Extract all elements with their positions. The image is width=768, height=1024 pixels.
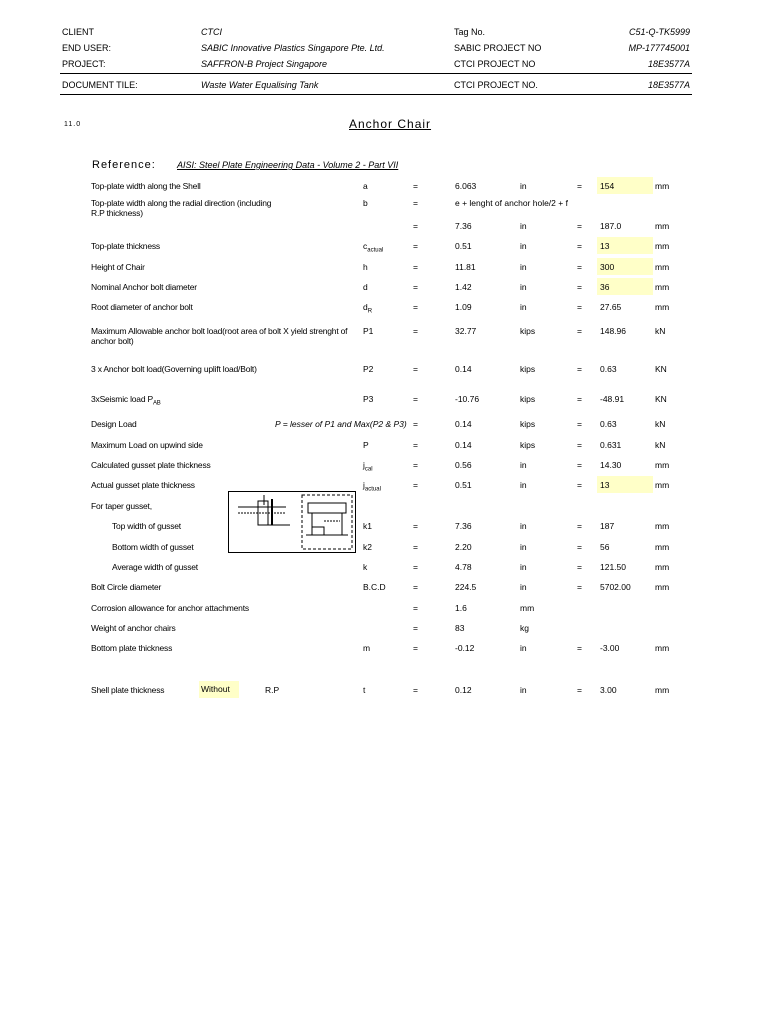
row-symbol: P3: [363, 394, 374, 404]
row-eq: =: [413, 181, 418, 191]
shell-unit-mm: mm: [655, 685, 670, 695]
shell-value-mm: 3.00: [600, 685, 617, 695]
row-eq2: =: [577, 480, 582, 490]
tag-label: Tag No.: [454, 27, 486, 37]
row-eq: =: [413, 262, 418, 272]
row-eq: =: [413, 480, 418, 490]
row-unit-mm: kN: [655, 326, 666, 336]
row-eq: =: [413, 603, 418, 613]
row-unit-mm: mm: [655, 302, 670, 312]
doc-title-value: Waste Water Equalising Tank: [201, 80, 319, 90]
header-divider: [60, 73, 692, 74]
row-eq: =: [413, 542, 418, 552]
client-value: CTCI: [201, 27, 222, 37]
row-value-in: 2.20: [455, 542, 472, 552]
section-number: 11.0: [64, 121, 82, 128]
row-eq: =: [413, 562, 418, 572]
sabic-value: MP-177745001: [628, 43, 690, 53]
row-eq: =: [413, 282, 418, 292]
row-label: Nominal Anchor bolt diameter: [91, 282, 197, 292]
row-symbol: d: [363, 282, 368, 292]
row-label: For taper gusset,: [91, 501, 152, 511]
shell-unit-in: in: [520, 685, 527, 695]
shell-value-in: 0.12: [455, 685, 472, 695]
row-unit-in: mm: [520, 603, 535, 613]
header-bottom-divider: [60, 94, 692, 95]
row-symbol: k2: [363, 542, 372, 552]
row-unit-mm: mm: [655, 542, 670, 552]
row-unit-in: in: [520, 221, 527, 231]
row-unit-in: in: [520, 643, 527, 653]
row-unit-in: in: [520, 181, 527, 191]
row-eq2: =: [577, 241, 582, 251]
row-unit-in: kg: [520, 623, 529, 633]
row-label: Calculated gusset plate thickness: [91, 460, 211, 470]
row-unit-in: in: [520, 302, 527, 312]
row-symbol: $j_{actual}$: [363, 480, 381, 493]
shell-rp: R.P: [265, 685, 280, 695]
row-value-mm: 13: [600, 241, 610, 251]
client-label: CLIENT: [62, 27, 95, 37]
row-label-continued: R.P thickness): [91, 208, 143, 218]
row-value-in: 1.09: [455, 302, 472, 312]
row-eq2: =: [577, 221, 582, 231]
row-value-in: 32.77: [455, 326, 477, 336]
row-label: Bottom plate thickness: [91, 643, 173, 653]
row-eq2: =: [577, 394, 582, 404]
row-value-in: 7.36: [455, 221, 472, 231]
row-unit-in: kips: [520, 394, 536, 404]
reference-label: Reference:: [92, 159, 156, 171]
row-unit-in: kips: [520, 364, 536, 374]
row-value-mm: 56: [600, 542, 610, 552]
row-label: 3xSeismic load $P_{AB}$: [91, 394, 161, 407]
tag-value: C51-Q-TK5999: [628, 27, 690, 37]
row-value-mm: 148.96: [600, 326, 626, 336]
row-unit-in: kips: [520, 419, 536, 429]
row-symbol-subscript: cal: [364, 466, 373, 473]
row-symbol-subscript: actual: [364, 486, 381, 493]
row-eq: =: [413, 302, 418, 312]
row-unit-mm: KN: [655, 364, 667, 374]
row-eq: =: [413, 241, 418, 251]
row-eq: =: [413, 643, 418, 653]
row-symbol: b: [363, 198, 368, 208]
row-label: Design Load: [91, 419, 137, 429]
row-unit-mm: mm: [655, 241, 670, 251]
row-value-in: 0.14: [455, 419, 472, 429]
row-label: Bottom width of gusset: [112, 542, 194, 552]
row-symbol: $j_{cal}$: [363, 460, 373, 473]
row-eq2: =: [577, 181, 582, 191]
row-symbol: P1: [363, 326, 374, 336]
shell-eq2: =: [577, 685, 582, 695]
doc-title-label: DOCUMENT TILE:: [62, 80, 138, 90]
ctci-project-value-2: 18E3577A: [647, 80, 690, 90]
row-unit-in: in: [520, 562, 527, 572]
row-unit-mm: mm: [655, 181, 670, 191]
row-unit-mm: mm: [655, 262, 670, 272]
row-unit-in: kips: [520, 326, 536, 336]
shell-label: Shell plate thickness: [91, 685, 165, 695]
row-label-subscript: AB: [153, 400, 161, 407]
row-value-in: e + lenght of anchor hole/2 + f: [455, 198, 568, 208]
row-eq2: =: [577, 542, 582, 552]
row-label: Maximum Load on upwind side: [91, 440, 203, 450]
row-value-in: 6.063: [455, 181, 477, 191]
row-eq: =: [413, 521, 418, 531]
row-value-mm: 121.50: [600, 562, 626, 572]
row-unit-in: in: [520, 480, 527, 490]
row-value-in: 4.78: [455, 562, 472, 572]
project-value: SAFFRON-B Project Singapore: [201, 59, 328, 69]
row-symbol: m: [363, 643, 371, 653]
row-value-in: 1.6: [455, 603, 467, 613]
shell-rp-option[interactable]: Without: [199, 681, 239, 698]
reference-value: AISI: Steel Plate Engineering Data - Volume 2 - Part VII: [177, 160, 399, 170]
row-unit-in: in: [520, 521, 527, 531]
row-symbol: $c_{actual}$: [363, 241, 384, 254]
row-eq2: =: [577, 582, 582, 592]
row-eq2: =: [577, 302, 582, 312]
row-label: Actual gusset plate thickness: [91, 480, 195, 490]
row-value-mm: 0.63: [600, 364, 617, 374]
row-value-in: -0.12: [455, 643, 475, 653]
row-value-in: 7.36: [455, 521, 472, 531]
row-eq: =: [413, 419, 418, 429]
row-unit-mm: mm: [655, 460, 670, 470]
ctci-project-label: CTCI PROJECT NO: [454, 59, 536, 69]
row-unit-in: in: [520, 582, 527, 592]
row-label: Top width of gusset: [112, 521, 181, 531]
row-value-in: 83: [455, 623, 465, 633]
row-symbol-subscript: actual: [367, 247, 384, 254]
row-symbol: h: [363, 262, 368, 272]
row-unit-in: in: [520, 460, 527, 470]
row-unit-mm: KN: [655, 394, 667, 404]
row-value-mm: 0.63: [600, 419, 617, 429]
row-value-mm: 187.0: [600, 221, 622, 231]
row-label: Maximum Allowable anchor bolt load(root area of bolt X yield strenght of: [91, 326, 348, 336]
row-value-in: 11.81: [455, 262, 476, 272]
row-eq2: =: [577, 562, 582, 572]
row-value-in: 0.56: [455, 460, 472, 470]
row-unit-mm: kN: [655, 419, 666, 429]
row-value-in: 0.51: [455, 241, 472, 251]
row-unit-mm: mm: [655, 582, 670, 592]
row-unit-mm: kN: [655, 440, 666, 450]
row-value-in: 0.14: [455, 440, 472, 450]
sabic-label: SABIC PROJECT NO: [454, 43, 542, 53]
row-symbol: P: [363, 440, 369, 450]
row-unit-in: in: [520, 262, 527, 272]
row-label: Top-plate width along the radial direction (including: [91, 198, 272, 208]
end-user-value: SABIC Innovative Plastics Singapore Pte. Ltd.: [201, 43, 385, 53]
shell-symbol: t: [363, 685, 366, 695]
row-label: Bolt Circle diameter: [91, 582, 162, 592]
row-eq2: =: [577, 419, 582, 429]
row-unit-mm: mm: [655, 562, 670, 572]
row-unit-in: kips: [520, 440, 536, 450]
row-value-mm: 13: [600, 480, 610, 490]
row-label: Average width of gusset: [112, 562, 198, 572]
row-value-in: 0.14: [455, 364, 472, 374]
row-eq2: =: [577, 643, 582, 653]
project-label: PROJECT:: [62, 59, 106, 69]
row-unit-in: in: [520, 282, 527, 292]
ctci-project-value: 18E3577A: [647, 59, 690, 69]
row-eq2: =: [577, 440, 582, 450]
row-unit-in: in: [520, 241, 527, 251]
row-note: P = lesser of P1 and Max(P2 & P3): [275, 419, 407, 429]
row-unit-mm: mm: [655, 643, 670, 653]
row-eq: =: [413, 623, 418, 633]
row-eq: =: [413, 394, 418, 404]
ctci-project-label-2: CTCI PROJECT NO.: [454, 80, 538, 90]
row-eq2: =: [577, 364, 582, 374]
row-label: Top-plate thickness: [91, 241, 160, 251]
row-eq: =: [413, 460, 418, 470]
row-eq: =: [413, 198, 418, 208]
row-unit-mm: mm: [655, 521, 670, 531]
row-unit-mm: mm: [655, 282, 670, 292]
row-label: Height of Chair: [91, 262, 145, 272]
row-value-mm: -3.00: [600, 643, 620, 653]
row-value-mm: 0.631: [600, 440, 622, 450]
shell-eq: =: [413, 685, 418, 695]
row-eq2: =: [577, 326, 582, 336]
row-symbol: a: [363, 181, 368, 191]
row-unit-in: in: [520, 542, 527, 552]
row-label: Weight of anchor chairs: [91, 623, 176, 633]
section-title: Anchor Chair: [349, 117, 432, 131]
row-value-in: 224.5: [455, 582, 477, 592]
row-symbol-subscript: R: [367, 308, 373, 315]
row-value-in: 0.51: [455, 480, 472, 490]
row-value-mm: 154: [600, 181, 615, 191]
row-value-mm: 27.65: [600, 302, 622, 312]
row-eq2: =: [577, 282, 582, 292]
row-eq2: =: [577, 262, 582, 272]
end-user-label: END USER:: [62, 43, 112, 53]
row-label: 3 x Anchor bolt load(Governing uplift load/Bolt): [91, 364, 257, 374]
row-value-mm: 187: [600, 521, 615, 531]
row-eq: =: [413, 582, 418, 592]
row-symbol: $d_R$: [363, 302, 373, 315]
row-eq: =: [413, 326, 418, 336]
row-value-mm: 300: [600, 262, 615, 272]
row-unit-mm: mm: [655, 480, 670, 490]
row-label: Corrosion allowance for anchor attachments: [91, 603, 249, 613]
row-value-mm: -48.91: [600, 394, 625, 404]
row-label: Top-plate width along the Shell: [91, 181, 201, 191]
row-eq: =: [413, 440, 418, 450]
row-value-in: 1.42: [455, 282, 472, 292]
row-value-mm: 5702.00: [600, 582, 631, 592]
row-eq2: =: [577, 521, 582, 531]
row-symbol: P2: [363, 364, 374, 374]
row-unit-mm: mm: [655, 221, 670, 231]
row-eq2: =: [577, 460, 582, 470]
gusset-diagram: [228, 491, 356, 553]
row-label-continued: anchor bolt): [91, 336, 134, 346]
row-symbol: k1: [363, 521, 372, 531]
row-value-mm: 14.30: [600, 460, 622, 470]
row-eq: =: [413, 221, 418, 231]
row-label: Root diameter of anchor bolt: [91, 302, 193, 312]
row-value-mm: 36: [600, 282, 610, 292]
row-eq: =: [413, 364, 418, 374]
row-symbol: B.C.D: [363, 582, 386, 592]
row-symbol: k: [363, 562, 368, 572]
row-value-in: -10.76: [455, 394, 480, 404]
